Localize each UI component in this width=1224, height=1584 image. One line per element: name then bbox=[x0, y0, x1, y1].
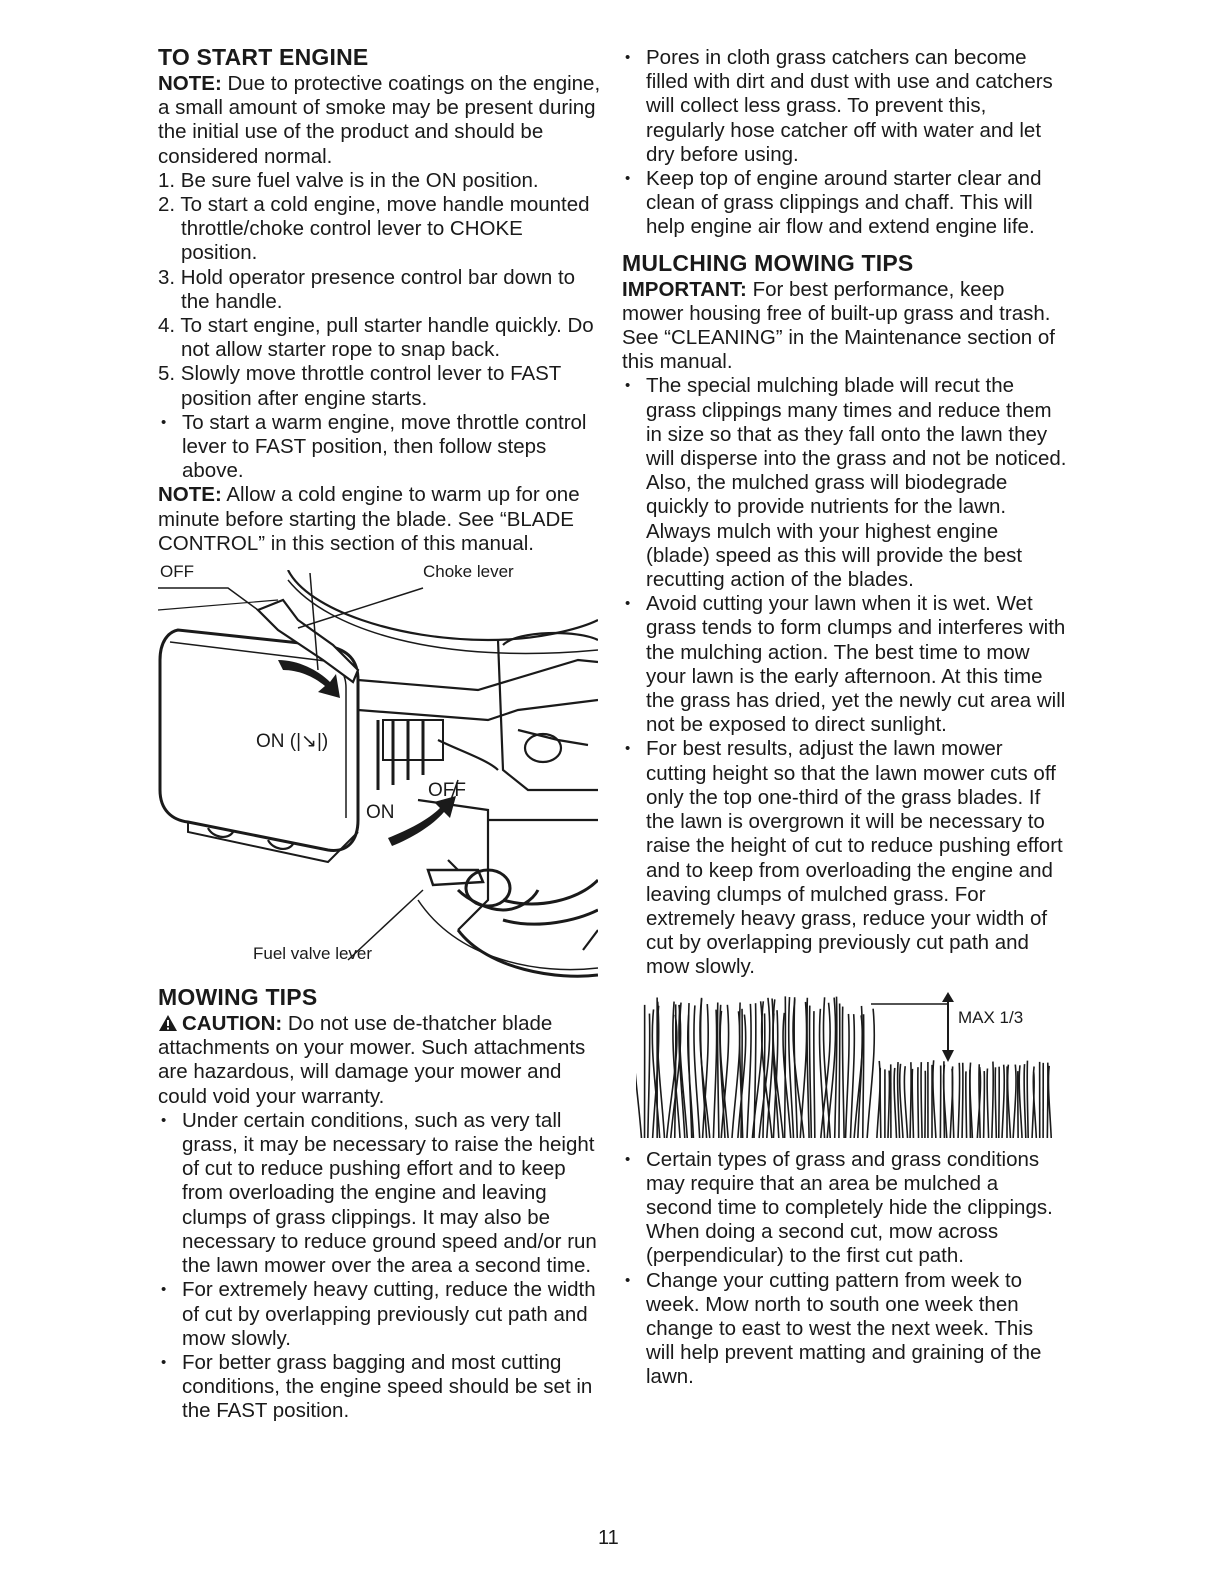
step-1: 1. Be sure fuel valve is in the ON position. bbox=[158, 168, 539, 192]
start-engine-note bbox=[158, 72, 603, 169]
mowing-tips-list bbox=[158, 1109, 603, 1424]
engine-clean-tip: • Keep top of engine around starter clear and clean of grass clippings and chaff. This will help engine air flow and extend engine life. bbox=[622, 167, 1067, 240]
step-4: 4. To start engine, pull starter handle quickly. Do not allow starter rope to snap back. bbox=[158, 314, 594, 362]
mulching-heading: MULCHING MOWING TIPS bbox=[622, 249, 914, 276]
page-number: 11 bbox=[598, 1527, 619, 1549]
warm-engine-list bbox=[158, 411, 603, 484]
caution-label: CAUTION: bbox=[182, 1012, 283, 1036]
note-text: Due to protective coatings on the engine, a small amount of smoke may be present during the initial use of the product and should be considered normal. bbox=[158, 72, 601, 168]
start-engine-steps bbox=[158, 169, 603, 411]
catcher-tips-list bbox=[622, 46, 1067, 240]
label-fuel-valve-lever: Fuel valve lever bbox=[253, 944, 373, 964]
step-5: 5. Slowly move throttle control lever to FAST position after engine starts. bbox=[158, 362, 561, 410]
left-column bbox=[158, 40, 603, 1424]
note-text-2: Allow a cold engine to warm up for one minute before starting the blade. See “BLADE CONTROL” in this section of this manual. bbox=[158, 483, 580, 555]
label-on-choke: ON (|↘|) bbox=[256, 731, 329, 753]
engine-illustration bbox=[158, 570, 598, 980]
mulching-tips-list bbox=[622, 374, 1067, 979]
label-off-valve: OFF bbox=[428, 780, 466, 802]
second-cut-tip: • Certain types of grass and grass conditions may require that an area be mulched a second time to completely hide the clippings. When doing a second cut, mow across (perpendicular) to the first cut path. bbox=[622, 1148, 1067, 1269]
step-2: 2. To start a cold engine, move handle mounted throttle/choke control lever to CHOKE position. bbox=[158, 193, 590, 265]
start-engine-heading: TO START ENGINE bbox=[158, 44, 369, 70]
warm-engine-bullet: • To start a warm engine, move throttle control lever to FAST position, then follow steps above. bbox=[158, 411, 603, 484]
warm-up-note bbox=[158, 483, 603, 556]
mowing-tip-tall-grass: • Under certain conditions, such as very tall grass, it may be necessary to raise the height of cut to reduce pushing effort and to keep from overloading the engine and leaving clumps of grass clippings. It may also be necessary to reduce ground speed and/or run the lawn mower over the area a second time. bbox=[158, 1109, 603, 1278]
mulching-blade-tip: • The special mulching blade will recut the grass clippings many times and reduce them in size so that as they fall onto the lawn they will disperse into the grass and not be noticed. Also, the mulched grass will biodegrade quickly to provide nutrients for the lawn. Always mulch with your highest engine (blade) speed as this will provide the best recutting action of the blades. bbox=[622, 374, 1067, 592]
caution-paragraph bbox=[158, 1012, 603, 1109]
mowing-tips-heading: MOWING TIPS bbox=[158, 984, 318, 1011]
warning-triangle-icon bbox=[158, 1014, 178, 1032]
important-paragraph bbox=[622, 278, 1067, 375]
wet-lawn-tip: • Avoid cutting your lawn when it is wet. Wet grass tends to form clumps and interferes with the mulching action. The best time to mow your lawn is the early afternoon. At this time the grass has dried, yet the newly cut area will not be exposed to direct sunlight. bbox=[622, 592, 1067, 737]
catcher-pores-tip: • Pores in cloth grass catchers can become filled with dirt and dust with use and catchers will collect less grass. To prevent this, regularly hose catcher off with water and let dry before using. bbox=[622, 46, 1067, 167]
important-text: For best performance, keep mower housing free of built-up grass and trash. See “CLEANING” in the Maintenance section of this manual. bbox=[622, 277, 1055, 374]
cutting-pattern-tip: • Change your cutting pattern from week to week. Mow north to south one week then change to east to west the next week. This will help prevent matting and graining of the lawn. bbox=[622, 1269, 1067, 1390]
note-label: NOTE: bbox=[158, 72, 222, 95]
caution-text: Do not use de-thatcher blade attachments on your mower. Such attachments are hazardous, will damage your mower and could void your warranty. bbox=[158, 1012, 586, 1108]
label-choke-lever: Choke lever bbox=[423, 562, 514, 582]
max-one-third-label: MAX 1/3 bbox=[958, 1007, 1024, 1027]
mulching-tips-list-2 bbox=[622, 1148, 1067, 1390]
engine-figure bbox=[158, 562, 598, 980]
important-label: IMPORTANT: bbox=[622, 277, 747, 301]
mowing-tip-heavy-cutting: • For extremely heavy cutting, reduce the width of cut by overlapping previously cut path and mow slowly. bbox=[158, 1278, 603, 1351]
cutting-height-tip: • For best results, adjust the lawn mower cutting height so that the lawn mower cuts off only the top one-third of the grass blades. If the lawn is overgrown it will be necessary to raise the height of cut to reduce pushing effort and to keep from overloading the engine and leaving clumps of mulched grass. For extremely heavy grass, reduce your width of cut by overlapping previously cut path and mow slowly. bbox=[622, 737, 1067, 979]
grass-height-figure bbox=[636, 990, 1056, 1140]
label-off-top: OFF bbox=[160, 562, 194, 582]
mowing-tip-bagging: • For better grass bagging and most cutting conditions, the engine speed should be set in the FAST position. bbox=[158, 1351, 603, 1424]
note-label-2: NOTE: bbox=[158, 483, 222, 507]
step-3: 3. Hold operator presence control bar down to the handle. bbox=[158, 265, 576, 313]
right-column bbox=[622, 46, 1067, 1390]
label-on-valve: ON bbox=[366, 802, 395, 824]
